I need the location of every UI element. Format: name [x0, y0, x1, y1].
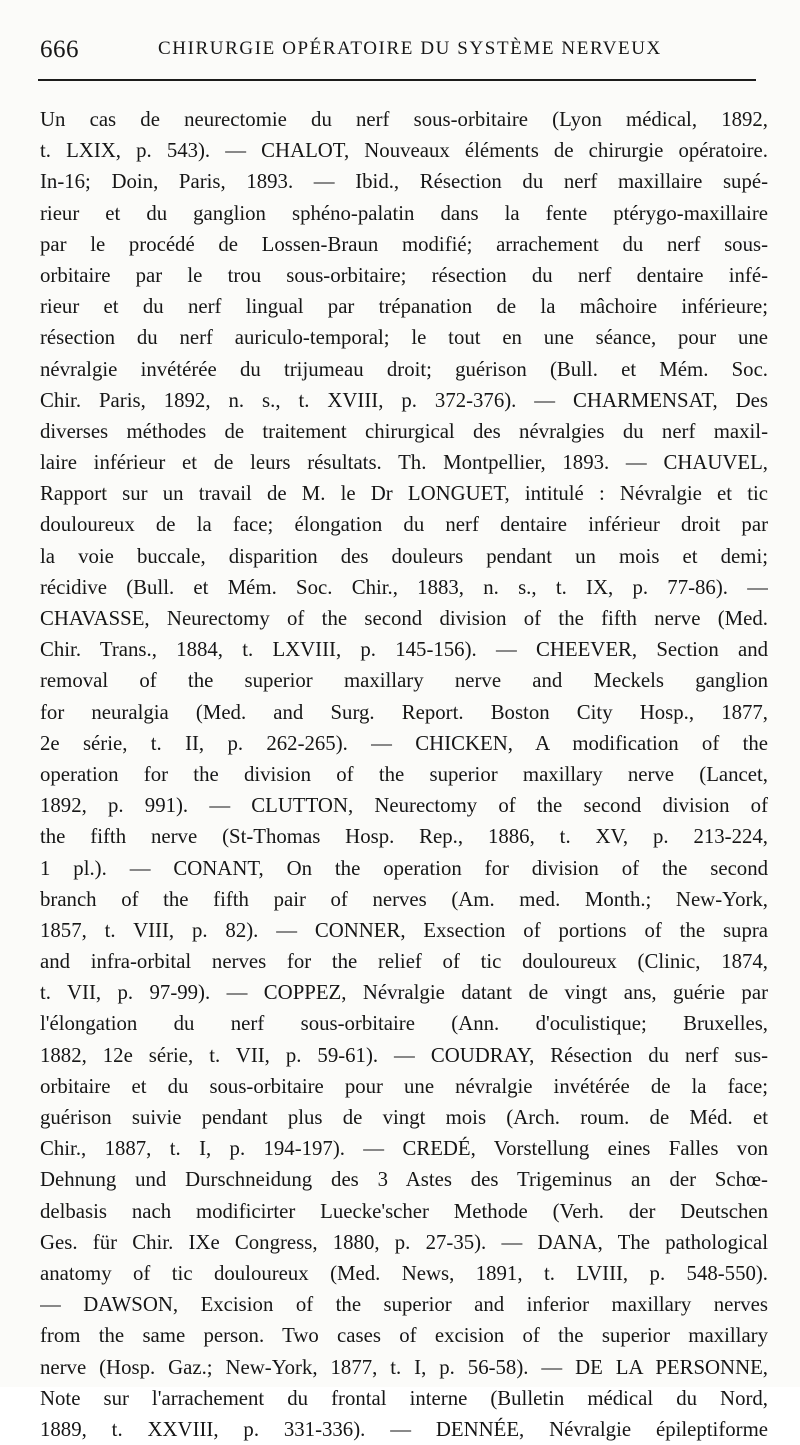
text-line: 1889, t. XXVIII, p. 331-336). — DENNÉE, Névralgie épileptiforme — [40, 1417, 768, 1441]
text-line: In-16; Doin, Paris, 1893. — Ibid., Résection du nerf maxillaire supé- — [40, 170, 768, 194]
text-line: par le procédé de Lossen-Braun modifié; arrachement du nerf sous- — [40, 232, 768, 256]
text-line: récidive (Bull. et Mém. Soc. Chir., 1883, n. s., t. IX, p. 77-86). — — [40, 575, 768, 599]
text-line: CHAVASSE, Neurectomy of the second division of the fifth nerve (Med. — [40, 607, 768, 630]
text-line: Chir., 1887, t. I, p. 194-197). — CREDÉ, Vorstellung eines Falles von — [40, 1137, 768, 1161]
bibliography-text — [40, 104, 770, 1445]
text-line: diverses méthodes de traitement chirurgical des névralgies du nerf maxil- — [40, 419, 768, 443]
text-line: guérison suivie pendant plus de vingt mois (Arch. roum. de Méd. et — [40, 1106, 768, 1129]
text-line: 1857, t. VIII, p. 82). — CONNER, Exsection of portions of the supra — [40, 918, 768, 942]
page-number: 666 — [40, 36, 79, 63]
header-rule — [38, 79, 756, 81]
text-line: Rapport sur un travail de M. le Dr LONGUET, intitulé : Névralgie et tic — [40, 482, 768, 506]
running-title: CHIRURGIE OPÉRATOIRE DU SYSTÈME NERVEUX — [158, 38, 662, 59]
text-line: nerve (Hosp. Gaz.; New-York, 1877, t. I, p. 56-58). — DE LA PERSONNE, — [40, 1355, 768, 1379]
text-line: orbitaire et du sous-orbitaire pour une névralgie invétérée de la face; — [40, 1074, 768, 1098]
text-line: — DAWSON, Excision of the superior and inferior maxillary nerves — [40, 1293, 768, 1317]
text-line: 1 pl.). — CONANT, On the operation for division of the second — [40, 856, 768, 880]
text-line: névralgie invétérée du trijumeau droit; guérison (Bull. et Mém. Soc. — [40, 357, 768, 381]
text-line: Dehnung und Durschneidung des 3 Astes des Trigeminus an der Schœ- — [40, 1168, 768, 1192]
text-line: 2e série, t. II, p. 262-265). — CHICKEN, A modification of the — [40, 731, 768, 755]
text-line: anatomy of tic douloureux (Med. News, 1891, t. LVIII, p. 548-550). — [40, 1261, 768, 1285]
text-line: the fifth nerve (St-Thomas Hosp. Rep., 1886, t. XV, p. 213-224, — [40, 825, 768, 849]
text-line: rieur et du nerf lingual par trépanation de la mâchoire inférieure; — [40, 295, 768, 319]
text-line: Chir. Paris, 1892, n. s., t. XVIII, p. 372-376). — CHARMENSAT, Des — [40, 388, 768, 412]
text-line: la voie buccale, disparition des douleurs pendant un mois et demi; — [40, 544, 768, 568]
text-line: 1892, p. 991). — CLUTTON, Neurectomy of the second division of — [40, 794, 768, 818]
text-line: l'élongation du nerf sous-orbitaire (Ann. d'oculistique; Bruxelles, — [40, 1012, 768, 1036]
text-line: douloureux de la face; élongation du nerf dentaire inférieur droit par — [40, 513, 768, 537]
text-line: removal of the superior maxillary nerve and Meckels ganglion — [40, 669, 768, 693]
text-line: t. VII, p. 97-99). — COPPEZ, Névralgie datant de vingt ans, guérie par — [40, 981, 768, 1005]
text-line: delbasis nach modificirter Luecke'scher Methode (Verh. der Deutschen — [40, 1199, 768, 1223]
text-line: Ges. für Chir. IXe Congress, 1880, p. 27-35). — DANA, The pathological — [40, 1230, 768, 1254]
text-line: Un cas de neurectomie du nerf sous-orbitaire (Lyon médical, 1892, — [40, 108, 768, 131]
text-line: rieur et du ganglion sphéno-palatin dans la fente ptérygo-maxillaire — [40, 201, 768, 225]
page-header — [40, 36, 760, 72]
text-line: from the same person. Two cases of excision of the superior maxillary — [40, 1324, 768, 1348]
text-line: branch of the fifth pair of nerves (Am. med. Month.; New-York, — [40, 887, 768, 911]
text-line: laire inférieur et de leurs résultats. Th. Montpellier, 1893. — CHAUVEL, — [40, 451, 768, 475]
text-line: and infra-orbital nerves for the relief of tic douloureux (Clinic, 1874, — [40, 950, 768, 974]
text-line: t. LXIX, p. 543). — CHALOT, Nouveaux éléments de chirurgie opératoire. — [40, 139, 768, 163]
text-line: orbitaire par le trou sous-orbitaire; résection du nerf dentaire infé- — [40, 263, 768, 287]
text-line: Note sur l'arrachement du frontal interne (Bulletin médical du Nord, — [40, 1386, 768, 1410]
text-line: 1882, 12e série, t. VII, p. 59-61). — COUDRAY, Résection du nerf sus- — [40, 1043, 768, 1067]
text-line: for neuralgia (Med. and Surg. Report. Boston City Hosp., 1877, — [40, 700, 768, 724]
text-line: Chir. Trans., 1884, t. LXVIII, p. 145-156). — CHEEVER, Section and — [40, 638, 768, 662]
text-line: résection du nerf auriculo-temporal; le tout en une séance, pour une — [40, 326, 768, 350]
text-line: operation for the division of the superior maxillary nerve (Lancet, — [40, 762, 768, 786]
